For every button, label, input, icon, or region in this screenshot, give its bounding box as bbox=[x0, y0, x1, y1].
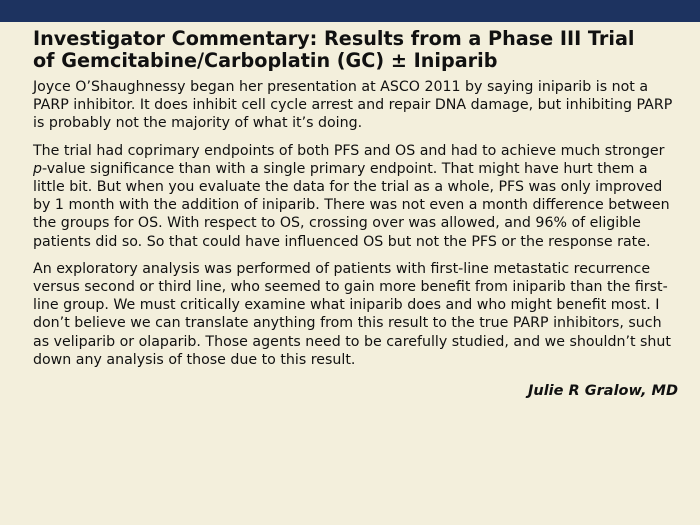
header-bar bbox=[0, 0, 700, 22]
paragraph-1: Joyce O’Shaughnessy began her presentation at ASCO 2011 by saying iniparib is not a PARP inhibitor. It does inhibit cell cycle arrest and repair DNA damage, but inhibiting PARP is probably not the majority of what it’s doing. bbox=[33, 79, 673, 132]
commentary-content bbox=[0, 22, 700, 399]
title-line-2: of Gemcitabine/Carboplatin (GC) ± Iniparib bbox=[33, 49, 498, 72]
commentary-title bbox=[33, 28, 678, 72]
title-line-1: Investigator Commentary: Results from a Phase III Trial bbox=[33, 27, 635, 50]
paragraph-3: An exploratory analysis was performed of patients with first-line metastatic recurrence versus second or third line, who seemed to gain more benefit from iniparib than the first-line group. We must critically examine what iniparib does and who might benefit most. I don’t believe we can translate anything from this result to the true PARP inhibitors, such as veliparib or olaparib. Those agents need to be carefully studied, and we shouldn’t shut down any analysis of those due to this result. bbox=[33, 260, 671, 368]
paragraph-2-rest: -value significance than with a single primary endpoint. That might have hurt them a little bit. But when you evaluate the data for the trial as a whole, PFS was only improved by 1 month with the addition of iniparib. There was not even a month difference between the groups for OS. With respect to OS, crossing over was allowed, and 96% of eligible patients did so. So that could have influenced OS but not the PFS or the response rate. bbox=[33, 160, 670, 250]
paragraph-2 bbox=[33, 142, 678, 251]
author-signature: Julie R Gralow, MD bbox=[527, 383, 678, 400]
paragraph-2-start: The trial had coprimary endpoints of both PFS and OS and had to achieve much stronger bbox=[33, 142, 665, 159]
p-value-italic: p bbox=[33, 160, 43, 177]
